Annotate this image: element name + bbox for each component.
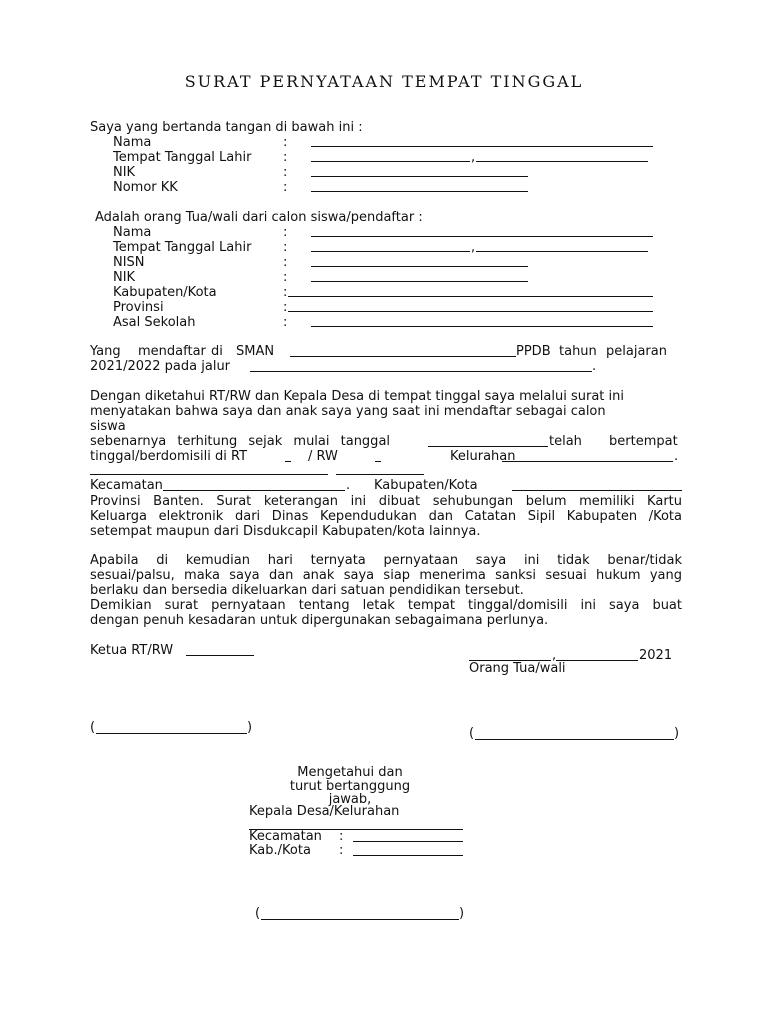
field-line-rt-rw[interactable] xyxy=(186,655,254,656)
close-paren: ) xyxy=(674,726,680,741)
field-line-kecamatan[interactable] xyxy=(163,490,345,491)
field-line-tanggal-mulai[interactable] xyxy=(428,446,548,447)
ack-line: jawab, xyxy=(328,792,372,807)
field-label-ttl: Tempat Tanggal Lahir xyxy=(113,150,252,165)
field-line-blank[interactable] xyxy=(336,474,424,475)
statement-word: . xyxy=(346,478,351,493)
statement-line: Provinsi Banten. Surat keterangan ini dibuat sehubungan belum memiliki Kartu xyxy=(90,494,682,509)
field-label-asal-sekolah: Asal Sekolah xyxy=(113,315,196,330)
statement-line: menyatakan bahwa saya dan anak saya yang saat ini mendaftar sebagai calon xyxy=(90,404,606,419)
ack-kecamatan-label: Kecamatan xyxy=(249,829,322,844)
ack-line: Mengetahui dan xyxy=(297,765,403,780)
field-line-ack-kab[interactable] xyxy=(353,855,463,856)
closing-line: berlaku dan bersedia dikeluarkan dari satuan pendidikan tersebut. xyxy=(90,583,524,598)
reg-word: mendaftar xyxy=(138,344,206,359)
reg-line2-end: . xyxy=(592,359,597,374)
field-line-tanggal[interactable] xyxy=(476,161,648,162)
field-line-asal-sekolah[interactable] xyxy=(311,326,653,327)
section2-intro: Adalah orang Tua/wali dari calon siswa/pendaftar : xyxy=(95,210,423,225)
field-line-kabupaten-kota[interactable] xyxy=(512,490,682,491)
field-line-nama[interactable] xyxy=(311,146,653,147)
field-colon: : xyxy=(283,135,288,150)
field-colon: : xyxy=(283,270,288,285)
field-label-nama: Nama xyxy=(113,225,152,240)
field-label-nama: Nama xyxy=(113,135,152,150)
statement-word: / RW xyxy=(308,449,338,464)
field-colon: : xyxy=(283,180,288,195)
document-title: SURAT PERNYATAAN TEMPAT TINGGAL xyxy=(184,72,584,91)
field-line-tempat[interactable] xyxy=(311,161,470,162)
field-label-nik: NIK xyxy=(113,270,136,285)
field-line-ack-kecamatan[interactable] xyxy=(353,841,463,842)
signature-year: 2021 xyxy=(639,648,673,663)
field-line-kabupaten[interactable] xyxy=(288,296,653,297)
field-line-provinsi[interactable] xyxy=(288,311,653,312)
reg-word: SMAN xyxy=(236,344,275,359)
statement-word: Kelurahan xyxy=(450,449,516,464)
open-paren: ( xyxy=(255,906,261,921)
field-label-kabupaten: Kabupaten/Kota xyxy=(113,285,217,300)
ack-line: turut bertanggung xyxy=(289,779,411,794)
signature-line-rt-rw[interactable] xyxy=(96,733,247,734)
statement-line: siswa xyxy=(90,419,126,434)
field-colon: : xyxy=(283,150,288,165)
field-colon: : xyxy=(283,300,288,315)
statement-word: bertempat xyxy=(609,434,678,449)
section1-intro: Saya yang bertanda tangan di bawah ini : xyxy=(90,120,363,135)
ack-kab-label: Kab./Kota xyxy=(249,843,311,858)
statement-line: sebenarnya terhitung sejak mulai tanggal xyxy=(90,434,391,449)
field-line-tanggal-siswa[interactable] xyxy=(476,251,648,252)
rt-rw-label: Ketua RT/RW xyxy=(90,643,174,658)
field-line-nik-siswa[interactable] xyxy=(311,281,528,282)
close-paren: ) xyxy=(247,720,253,735)
field-colon: : xyxy=(283,240,288,255)
reg-word: di xyxy=(211,344,223,359)
signature-line-parent[interactable] xyxy=(475,739,674,740)
statement-word: Kecamatan xyxy=(90,478,163,493)
statement-word: telah xyxy=(549,434,582,449)
field-line-blank[interactable] xyxy=(90,474,328,475)
statement-line: setempat maupun dari Disdukcapil Kabupaten/kota lainnya. xyxy=(90,524,481,539)
field-colon: : xyxy=(339,829,344,844)
field-line-nama-siswa[interactable] xyxy=(311,236,653,237)
statement-word: Kabupaten/Kota xyxy=(374,478,478,493)
field-line-sman[interactable] xyxy=(290,356,516,357)
open-paren: ( xyxy=(90,720,96,735)
parent-label: Orang Tua/wali xyxy=(469,661,566,676)
field-label-nik: NIK xyxy=(113,165,136,180)
field-colon: : xyxy=(283,165,288,180)
statement-end: . xyxy=(674,449,679,464)
field-colon: : xyxy=(283,255,288,270)
closing-line: Demikian surat pernyataan tentang letak tempat tinggal/domisili ini saya buat xyxy=(90,598,682,613)
field-label-ttl: Tempat Tanggal Lahir xyxy=(113,240,252,255)
field-line-nisn[interactable] xyxy=(311,266,528,267)
field-line-jalur[interactable] xyxy=(250,371,592,372)
statement-line: Keluarga elektronik dari Dinas Kependudukan dan Catatan Sipil Kabupaten /Kota xyxy=(90,509,682,524)
reg-word: pelajaran xyxy=(606,344,667,359)
field-line-rt[interactable] xyxy=(285,461,291,462)
signature-line-kepala-desa[interactable] xyxy=(261,919,459,920)
close-paren: ) xyxy=(459,906,465,921)
reg-line2: 2021/2022 pada jalur xyxy=(90,359,231,374)
field-colon: : xyxy=(283,315,288,330)
field-comma: , xyxy=(471,150,476,165)
reg-word: tahun xyxy=(559,344,597,359)
open-paren: ( xyxy=(469,726,475,741)
field-line-nik[interactable] xyxy=(311,176,528,177)
reg-word: Yang xyxy=(90,344,121,359)
closing-line: sesuai/palsu, maka saya dan anak saya siap menerima sanksi sesuai hukum yang xyxy=(90,568,682,583)
field-colon: : xyxy=(283,225,288,240)
field-label-nisn: NISN xyxy=(113,255,145,270)
reg-word: PPDB xyxy=(516,344,551,359)
field-line-date[interactable] xyxy=(556,660,638,661)
statement-line: tinggal/berdomisili di RT xyxy=(90,449,248,464)
date-comma: , xyxy=(552,648,557,663)
statement-line: Dengan diketahui RT/RW dan Kepala Desa di tempat tinggal saya melalui surat ini xyxy=(90,389,624,404)
field-line-kelurahan[interactable] xyxy=(502,461,673,462)
field-line-rw[interactable] xyxy=(375,461,381,462)
field-label-provinsi: Provinsi xyxy=(113,300,164,315)
field-colon: : xyxy=(283,285,288,300)
field-comma: , xyxy=(471,240,476,255)
closing-line: Apabila di kemudian hari ternyata pernyataan saya ini tidak benar/tidak xyxy=(90,553,682,568)
closing-line: dengan penuh kesadaran untuk dipergunakan sebagaimana perlunya. xyxy=(90,613,549,628)
field-line-tempat-siswa[interactable] xyxy=(311,251,470,252)
field-colon: : xyxy=(339,843,344,858)
field-label-nomor-kk: Nomor KK xyxy=(113,180,178,195)
field-line-nomor-kk[interactable] xyxy=(311,191,528,192)
ack-line: Kepala Desa/Kelurahan xyxy=(249,804,400,819)
